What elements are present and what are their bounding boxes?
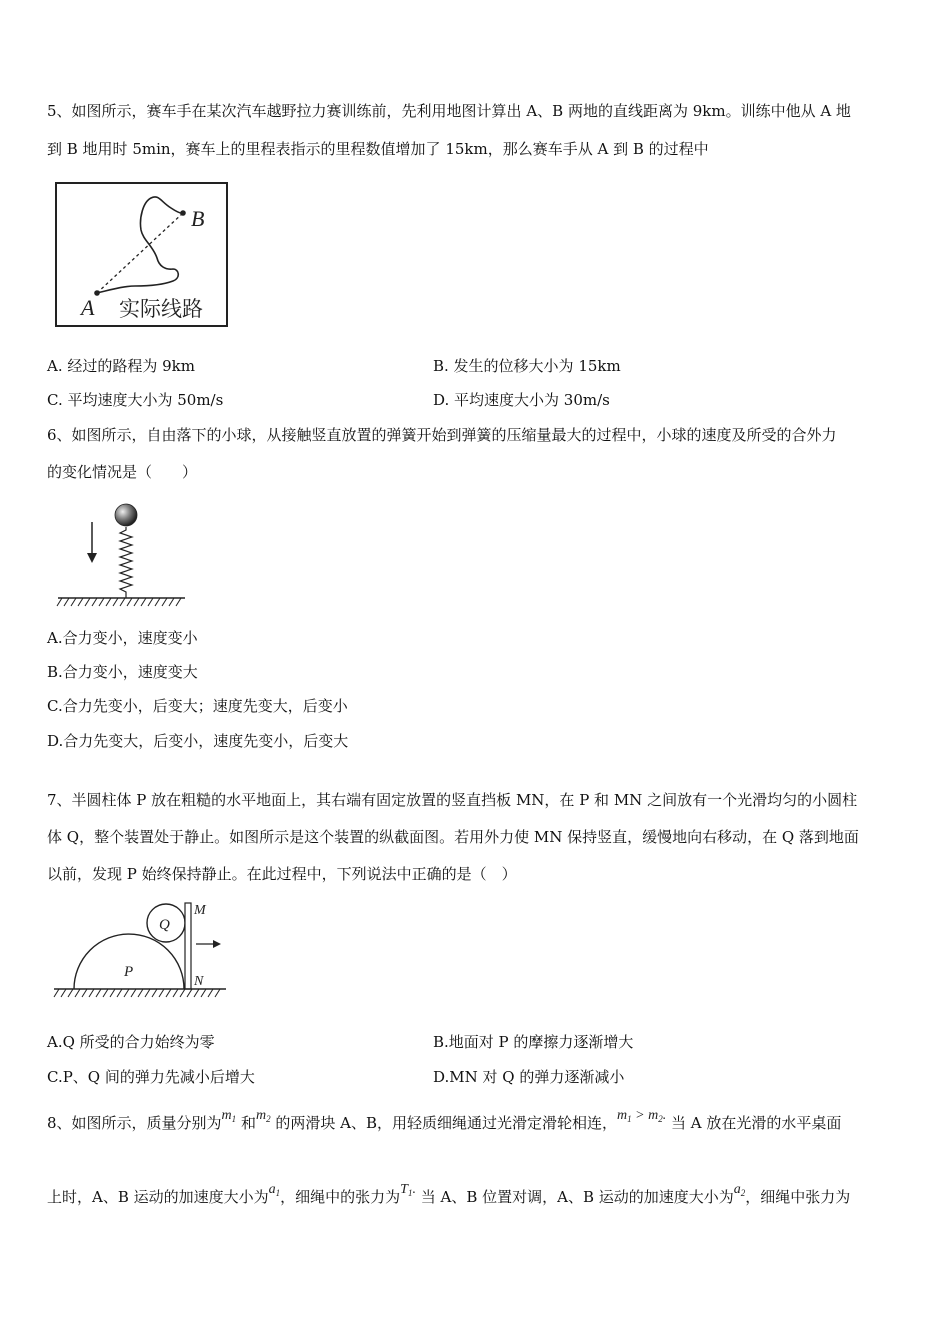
q7-option-d: D.MN 对 Q 的弹力逐渐减小 <box>433 1068 625 1086</box>
q6-option-c: C.合力先变小，后变大；速度先变大，后变小 <box>47 697 348 715</box>
q6-option-d: D.合力先变大，后变小，速度先变小，后变大 <box>47 732 349 750</box>
q8-t1-symbol: T <box>400 1182 408 1197</box>
label-m: M <box>194 903 206 918</box>
q8-cond-sub2: 2 <box>658 1114 663 1124</box>
q5-option-a: A. 经过的路程为 9km <box>47 357 195 375</box>
baffle-mn <box>185 903 191 989</box>
q8-text-6: 当 A、B 位置对调，A、B 运动的加速度大小为 <box>420 1188 734 1206</box>
q8-a2-subscript: 2 <box>740 1188 746 1198</box>
q6-stem-line-2: 的变化情况是（ ） <box>47 463 198 481</box>
q8-cond-sub1: 1 <box>627 1114 632 1124</box>
q8-a2 <box>734 1182 746 1197</box>
ground-hatching <box>57 598 181 606</box>
q8-t1-subscript: 1 <box>407 1188 413 1198</box>
q8-m2-subscript: 2 <box>266 1114 271 1124</box>
label-a: A <box>81 295 95 320</box>
q6-ball-spring-figure <box>55 500 187 610</box>
ground-hatching <box>54 989 220 997</box>
q8-m2-symbol: m <box>255 1108 267 1123</box>
q8-t1 <box>400 1182 416 1197</box>
q8-t1-end: . <box>412 1182 416 1197</box>
q7-option-b: B.地面对 P 的摩擦力逐渐增大 <box>433 1033 634 1051</box>
q8-cond-m: m <box>617 1108 628 1123</box>
q8-condition <box>617 1108 666 1123</box>
q6-option-b: B.合力变小，速度变大 <box>47 663 198 681</box>
point-a-dot <box>94 290 100 296</box>
q8-m1-subscript: 1 <box>231 1114 237 1124</box>
q8-text-1: 8、如图所示，质量分别为 <box>47 1114 222 1132</box>
q8-stem-line-2 <box>47 1182 851 1213</box>
label-p: P <box>124 964 134 980</box>
fall-arrow-head <box>87 553 97 563</box>
label-q: Q <box>159 917 170 933</box>
q7-stem-line-1: 7、半圆柱体 P 放在粗糙的水平地面上，其右端有固定放置的竖直挡板 MN，在 P 和 MN 之间放有一个光滑均匀的小圆柱 <box>47 791 858 809</box>
q6-option-a: A.合力变小，速度变小 <box>47 629 198 647</box>
move-arrow-head <box>213 940 221 948</box>
point-b-dot <box>180 210 186 216</box>
spring <box>120 527 132 598</box>
q5-option-c: C. 平均速度大小为 50m/s <box>47 391 224 409</box>
q8-m2 <box>256 1108 271 1123</box>
q7-option-a: A.Q 所受的合力始终为零 <box>47 1033 215 1051</box>
q8-m1 <box>222 1108 237 1123</box>
q8-text-and: 和 <box>240 1114 256 1132</box>
q8-a1-subscript: 1 <box>275 1188 281 1198</box>
q8-cond-mid: > m <box>631 1108 659 1123</box>
q8-text-4: 上时，A、B 运动的加速度大小为 <box>47 1188 269 1206</box>
q8-text-7: ，细绳中张力为 <box>745 1188 851 1206</box>
q5-stem-line-2: 到 B 地用时 5min，赛车上的里程表指示的里程数值增加了 15km，那么赛车手从 A 到 B 的过程中 <box>47 140 709 158</box>
q8-a1 <box>269 1182 281 1197</box>
q8-text-2: 的两滑块 A、B，用轻质细绳通过光滑定滑轮相连， <box>275 1114 618 1132</box>
q8-stem-line-1 <box>47 1108 842 1139</box>
q5-option-b: B. 发生的位移大小为 15km <box>433 357 621 375</box>
q8-text-5: ，细绳中的张力为 <box>280 1188 401 1206</box>
q7-stem-line-2: 体 Q，整个装置处于静止。如图所示是这个装置的纵截面图。若用外力使 MN 保持竖直，缓慢地向右移动，在 Q 落到地面 <box>47 828 859 846</box>
q6-stem-line-1: 6、如图所示，自由落下的小球，从接触竖直放置的弹簧开始到弹簧的压缩量最大的过程中，小球的速度及所受的合外力 <box>47 426 837 444</box>
q7-semicylinder-figure <box>52 897 230 1003</box>
q7-stem-line-3: 以前，发现 P 始终保持静止。在此过程中，下列说法中正确的是（ ） <box>47 865 517 883</box>
q8-a2-symbol: a <box>733 1182 741 1197</box>
label-n: N <box>194 974 204 989</box>
q8-a1-symbol: a <box>268 1182 276 1197</box>
q5-option-d: D. 平均速度大小为 30m/s <box>433 391 610 409</box>
q8-text-3: 当 A 放在光滑的水平桌面 <box>670 1114 842 1132</box>
q7-option-c: C.P、Q 间的弹力先减小后增大 <box>47 1068 255 1086</box>
q5-stem-line-1: 5、如图所示，赛车手在某次汽车越野拉力赛训练前，先利用地图计算出 A、B 两地的直线距离为 9km。训练中他从 A 地 <box>47 102 851 120</box>
q8-cond-end: . <box>662 1108 667 1123</box>
actual-route-path <box>97 197 183 293</box>
route-caption: 实际线路 <box>119 297 203 321</box>
label-b: B <box>191 206 205 231</box>
q8-m1-symbol: m <box>221 1108 232 1123</box>
ball <box>115 504 137 526</box>
q5-route-figure <box>55 182 229 328</box>
